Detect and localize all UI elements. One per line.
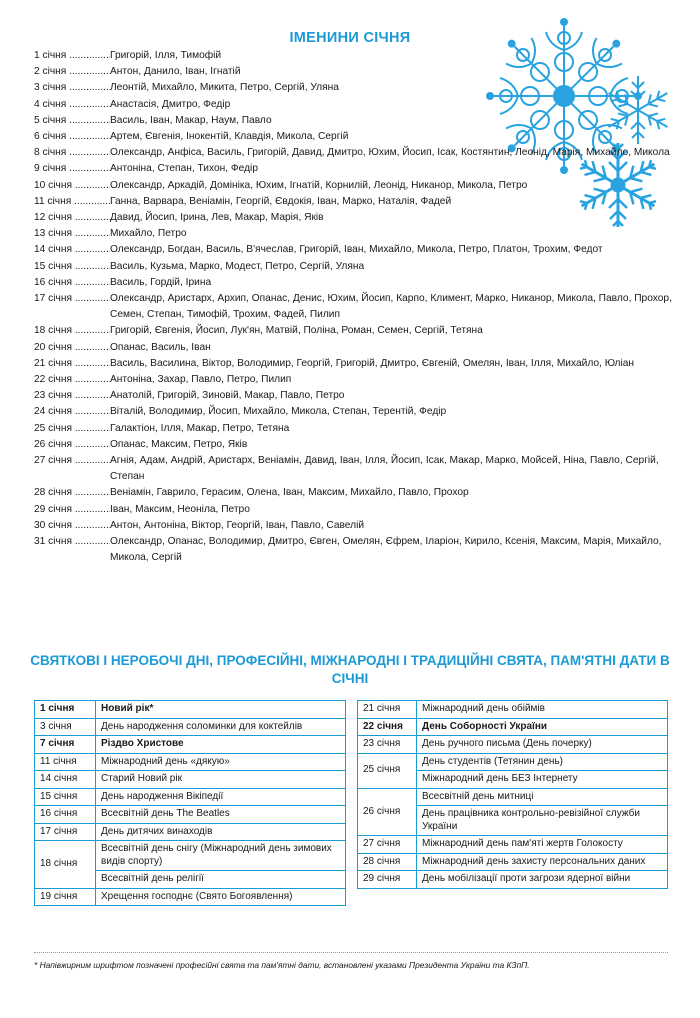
holiday-event: День Соборності України bbox=[417, 718, 668, 736]
name-days-list bbox=[34, 48, 674, 567]
holiday-event: День народження соломинки для коктейлів bbox=[96, 718, 346, 736]
holiday-row bbox=[35, 771, 346, 789]
name-day-names: Анастасія, Дмитро, Федір bbox=[110, 98, 231, 110]
name-day-date: 11 січня ..... bbox=[34, 194, 110, 210]
holiday-date: 22 січня bbox=[358, 718, 417, 736]
holiday-date: 11 січня bbox=[35, 753, 96, 771]
holiday-event: Всесвітній день релігії bbox=[96, 871, 346, 889]
holiday-row bbox=[35, 841, 346, 871]
holiday-date: 17 січня bbox=[35, 823, 96, 841]
name-day-names: Антоніна, Захар, Павло, Петро, Пилип bbox=[110, 374, 292, 386]
footnote-divider bbox=[34, 952, 668, 953]
name-day-row bbox=[34, 518, 674, 534]
holiday-date: 23 січня bbox=[358, 736, 417, 754]
name-day-row bbox=[34, 80, 674, 96]
footnote: * Напівжирним шрифтом позначені професійні свята та пам'ятні дати, встановлені указами Президента України та КЗпП. bbox=[34, 960, 530, 970]
holiday-row bbox=[35, 701, 346, 719]
name-day-names: Олександр, Аркадій, Домініка, Юхим, Ігнатій, Корнилій, Леонід, Никанор, Микола, Петро bbox=[110, 179, 528, 191]
holiday-date: 1 січня bbox=[35, 701, 96, 719]
holiday-date: 7 січня bbox=[35, 736, 96, 754]
holiday-date: 15 січня bbox=[35, 788, 96, 806]
name-day-row bbox=[34, 534, 674, 566]
name-day-date: 18 січня ..... bbox=[34, 323, 110, 339]
name-day-date: 5 січня ..... bbox=[34, 113, 110, 129]
name-day-names: Веніамін, Гаврило, Герасим, Олена, Іван, Максим, Михайло, Павло, Прохор bbox=[110, 487, 469, 499]
name-day-date: 29 січня ..... bbox=[34, 502, 110, 518]
holiday-event: Новий рік* bbox=[96, 701, 346, 719]
name-day-date: 31 січня ..... bbox=[34, 534, 110, 566]
holiday-row bbox=[35, 736, 346, 754]
name-day-date: 6 січня ..... bbox=[34, 129, 110, 145]
name-day-date: 1 січня ..... bbox=[34, 48, 110, 64]
name-day-names: Олександр, Анфіса, Василь, Григорій, Давид, Дмитро, Юхим, Йосип, Ісак, Костянтин, Леонід, Марія, Михайло, Микола bbox=[110, 147, 670, 159]
name-day-row bbox=[34, 113, 674, 129]
holiday-row bbox=[358, 836, 668, 854]
name-day-row bbox=[34, 372, 674, 388]
name-day-date: 2 січня ..... bbox=[34, 64, 110, 80]
holiday-event: Старий Новий рік bbox=[96, 771, 346, 789]
holiday-event: Міжнародний день захисту персональних даних bbox=[417, 853, 668, 871]
name-day-names: Олександр, Богдан, Василь, В'ячеслав, Григорій, Іван, Михайло, Микола, Петро, Платон, Трохим, Федот bbox=[110, 244, 603, 256]
name-day-row bbox=[34, 161, 674, 177]
name-day-names: Леонтій, Михайло, Микита, Петро, Сергій, Уляна bbox=[110, 82, 339, 94]
holiday-row bbox=[358, 871, 668, 889]
name-day-date: 9 січня ..... bbox=[34, 161, 110, 177]
name-day-names: Василь, Іван, Макар, Наум, Павло bbox=[110, 114, 272, 126]
holiday-event: День мобілізації проти загрози ядерної війни bbox=[417, 871, 668, 889]
holiday-row bbox=[35, 718, 346, 736]
holiday-row bbox=[358, 718, 668, 736]
name-day-date: 30 січня ..... bbox=[34, 518, 110, 534]
name-day-date: 8 січня ..... bbox=[34, 145, 110, 161]
name-day-row bbox=[34, 48, 674, 64]
name-day-date: 24 січня ..... bbox=[34, 404, 110, 420]
name-day-names: Опанас, Василь, Іван bbox=[110, 341, 211, 353]
name-day-names: Григорій, Євгенія, Йосип, Лук'ян, Матвій, Поліна, Роман, Семен, Сергій, Тетяна bbox=[110, 325, 483, 337]
holiday-event: Всесвітній день снігу (Міжнародний день зимових видів спорту) bbox=[96, 841, 346, 871]
name-day-date: 22 січня ..... bbox=[34, 372, 110, 388]
name-day-names: Агнія, Адам, Андрій, Аристарх, Веніамін, Давид, Іван, Ілля, Йосип, Ісак, Макар, Марко, Мойсей, Ніна, Павло, Сергій, Степан bbox=[110, 455, 659, 483]
holidays-table-left bbox=[34, 700, 346, 906]
holiday-row bbox=[35, 806, 346, 824]
name-day-row bbox=[34, 145, 674, 161]
name-day-names: Михайло, Петро bbox=[110, 228, 187, 240]
name-day-names: Василь, Василина, Віктор, Володимир, Георгій, Григорій, Дмитро, Євгеній, Омелян, Іван, Ілля, Михайло, Юліан bbox=[110, 357, 635, 369]
holiday-event: Міжнародний день пам'яті жертв Голокосту bbox=[417, 836, 668, 854]
name-day-row bbox=[34, 129, 674, 145]
holiday-date: 28 січня bbox=[358, 853, 417, 871]
name-day-names: Антоніна, Степан, Тихон, Федір bbox=[110, 163, 258, 175]
name-day-date: 27 січня ..... bbox=[34, 453, 110, 485]
holiday-row bbox=[358, 853, 668, 871]
name-day-date: 3 січня ..... bbox=[34, 80, 110, 96]
name-day-names: Анатолій, Григорій, Зиновій, Макар, Павло, Петро bbox=[110, 390, 345, 402]
name-day-names: Іван, Максим, Неоніла, Петро bbox=[110, 503, 250, 515]
name-day-names: Артем, Євгенія, Інокентій, Клавдія, Микола, Сергій bbox=[110, 131, 349, 143]
holiday-event: День студентів (Тетянин день) bbox=[417, 753, 668, 771]
holiday-date: 21 січня bbox=[358, 701, 417, 719]
name-day-date: 15 січня ..... bbox=[34, 259, 110, 275]
name-day-row bbox=[34, 340, 674, 356]
name-day-row bbox=[34, 64, 674, 80]
holiday-row bbox=[358, 701, 668, 719]
name-day-row bbox=[34, 242, 674, 258]
name-day-names: Антон, Данило, Іван, Ігнатій bbox=[110, 66, 241, 78]
name-day-names: Григорій, Ілля, Тимофій bbox=[110, 50, 222, 61]
holiday-date: 26 січня bbox=[358, 788, 417, 836]
holiday-date: 14 січня bbox=[35, 771, 96, 789]
holidays-table-right bbox=[357, 700, 668, 889]
name-day-date: 23 січня ..... bbox=[34, 388, 110, 404]
holiday-event: Міжнародний день БЕЗ Інтернету bbox=[417, 771, 668, 789]
name-day-date: 20 січня ..... bbox=[34, 340, 110, 356]
name-day-names: Віталій, Володимир, Йосип, Михайло, Микола, Степан, Терентій, Федір bbox=[110, 406, 447, 418]
holiday-event: День ручного письма (День почерку) bbox=[417, 736, 668, 754]
name-day-names: Олександр, Опанас, Володимир, Дмитро, Євген, Омелян, Єфрем, Іларіон, Кирило, Ксенія, Максим, Марія, Михайло, Микола, Сергій bbox=[110, 536, 662, 564]
holiday-event: День дитячих винаходів bbox=[96, 823, 346, 841]
name-day-row bbox=[34, 226, 674, 242]
holiday-date: 19 січня bbox=[35, 888, 96, 906]
name-day-date: 25 січня ..... bbox=[34, 421, 110, 437]
name-day-names: Ганна, Варвара, Веніамін, Георгій, Євдокія, Іван, Марко, Наталія, Фадей bbox=[110, 195, 452, 207]
page-title: ІМЕНИНИ СІЧНЯ bbox=[289, 30, 411, 46]
name-day-row bbox=[34, 178, 674, 194]
name-day-row bbox=[34, 356, 674, 372]
holiday-event: Всесвітній день The Beatles bbox=[96, 806, 346, 824]
holiday-date: 18 січня bbox=[35, 841, 96, 889]
holiday-event: Різдво Христове bbox=[96, 736, 346, 754]
name-day-row bbox=[34, 97, 674, 113]
name-day-row bbox=[34, 388, 674, 404]
holiday-event: Хрещення господнє (Свято Богоявлення) bbox=[96, 888, 346, 906]
name-day-row bbox=[34, 323, 674, 339]
holiday-row bbox=[358, 736, 668, 754]
name-day-row bbox=[34, 291, 674, 323]
holiday-row bbox=[35, 823, 346, 841]
holiday-row bbox=[35, 888, 346, 906]
name-day-date: 21 січня ..... bbox=[34, 356, 110, 372]
name-day-date: 28 січня ..... bbox=[34, 485, 110, 501]
holiday-date: 3 січня bbox=[35, 718, 96, 736]
name-day-row bbox=[34, 275, 674, 291]
holiday-date: 16 січня bbox=[35, 806, 96, 824]
holiday-event: День працівника контрольно-ревізійної служби України bbox=[417, 806, 668, 836]
holiday-event: Міжнародний день обіймів bbox=[417, 701, 668, 719]
name-day-row bbox=[34, 453, 674, 485]
name-day-date: 4 січня ..... bbox=[34, 97, 110, 113]
name-day-names: Опанас, Максим, Петро, Яків bbox=[110, 438, 248, 450]
holiday-row bbox=[35, 788, 346, 806]
name-day-names: Василь, Кузьма, Марко, Модест, Петро, Сергій, Уляна bbox=[110, 260, 365, 272]
name-day-names: Давид, Йосип, Ірина, Лев, Макар, Марія, Яків bbox=[110, 212, 324, 224]
name-day-names: Василь, Гордій, Ірина bbox=[110, 276, 212, 288]
name-day-row bbox=[34, 421, 674, 437]
holiday-date: 25 січня bbox=[358, 753, 417, 788]
holiday-row bbox=[35, 753, 346, 771]
name-day-date: 14 січня ..... bbox=[34, 242, 110, 258]
name-day-row bbox=[34, 194, 674, 210]
holiday-event: Міжнародний день «дякую» bbox=[96, 753, 346, 771]
name-day-names: Олександр, Аристарх, Архип, Опанас, Денис, Юхим, Йосип, Карпо, Климент, Марко, Никанор, Микола, Павло, Прохор, Семен, Степан, Тимофій, Трохим, Фадей, Пилип bbox=[110, 293, 672, 321]
name-day-row bbox=[34, 502, 674, 518]
name-day-names: Антон, Антоніна, Віктор, Георгій, Іван, Павло, Савелій bbox=[110, 519, 365, 531]
holiday-date: 29 січня bbox=[358, 871, 417, 889]
holiday-row bbox=[358, 753, 668, 771]
name-day-date: 17 січня ..... bbox=[34, 291, 110, 323]
holiday-event: День народження Вікіпедії bbox=[96, 788, 346, 806]
holiday-row bbox=[358, 788, 668, 806]
name-day-date: 16 січня ..... bbox=[34, 275, 110, 291]
name-day-date: 10 січня ..... bbox=[34, 178, 110, 194]
name-day-row bbox=[34, 404, 674, 420]
holiday-event: Всесвітній день митниці bbox=[417, 788, 668, 806]
name-day-date: 12 січня ..... bbox=[34, 210, 110, 226]
name-day-row bbox=[34, 437, 674, 453]
name-day-row bbox=[34, 485, 674, 501]
name-day-row bbox=[34, 210, 674, 226]
name-day-date: 13 січня ..... bbox=[34, 226, 110, 242]
name-day-row bbox=[34, 259, 674, 275]
holiday-date: 27 січня bbox=[358, 836, 417, 854]
name-day-date: 26 січня ..... bbox=[34, 437, 110, 453]
holidays-title: СВЯТКОВІ І НЕРОБОЧІ ДНІ, ПРОФЕСІЙНІ, МІЖНАРОДНІ І ТРАДИЦІЙНІ СВЯТА, ПАМ'ЯТНІ ДАТИ В СІЧНІ bbox=[30, 653, 670, 686]
name-day-names: Галактіон, Ілля, Макар, Петро, Тетяна bbox=[110, 422, 290, 434]
